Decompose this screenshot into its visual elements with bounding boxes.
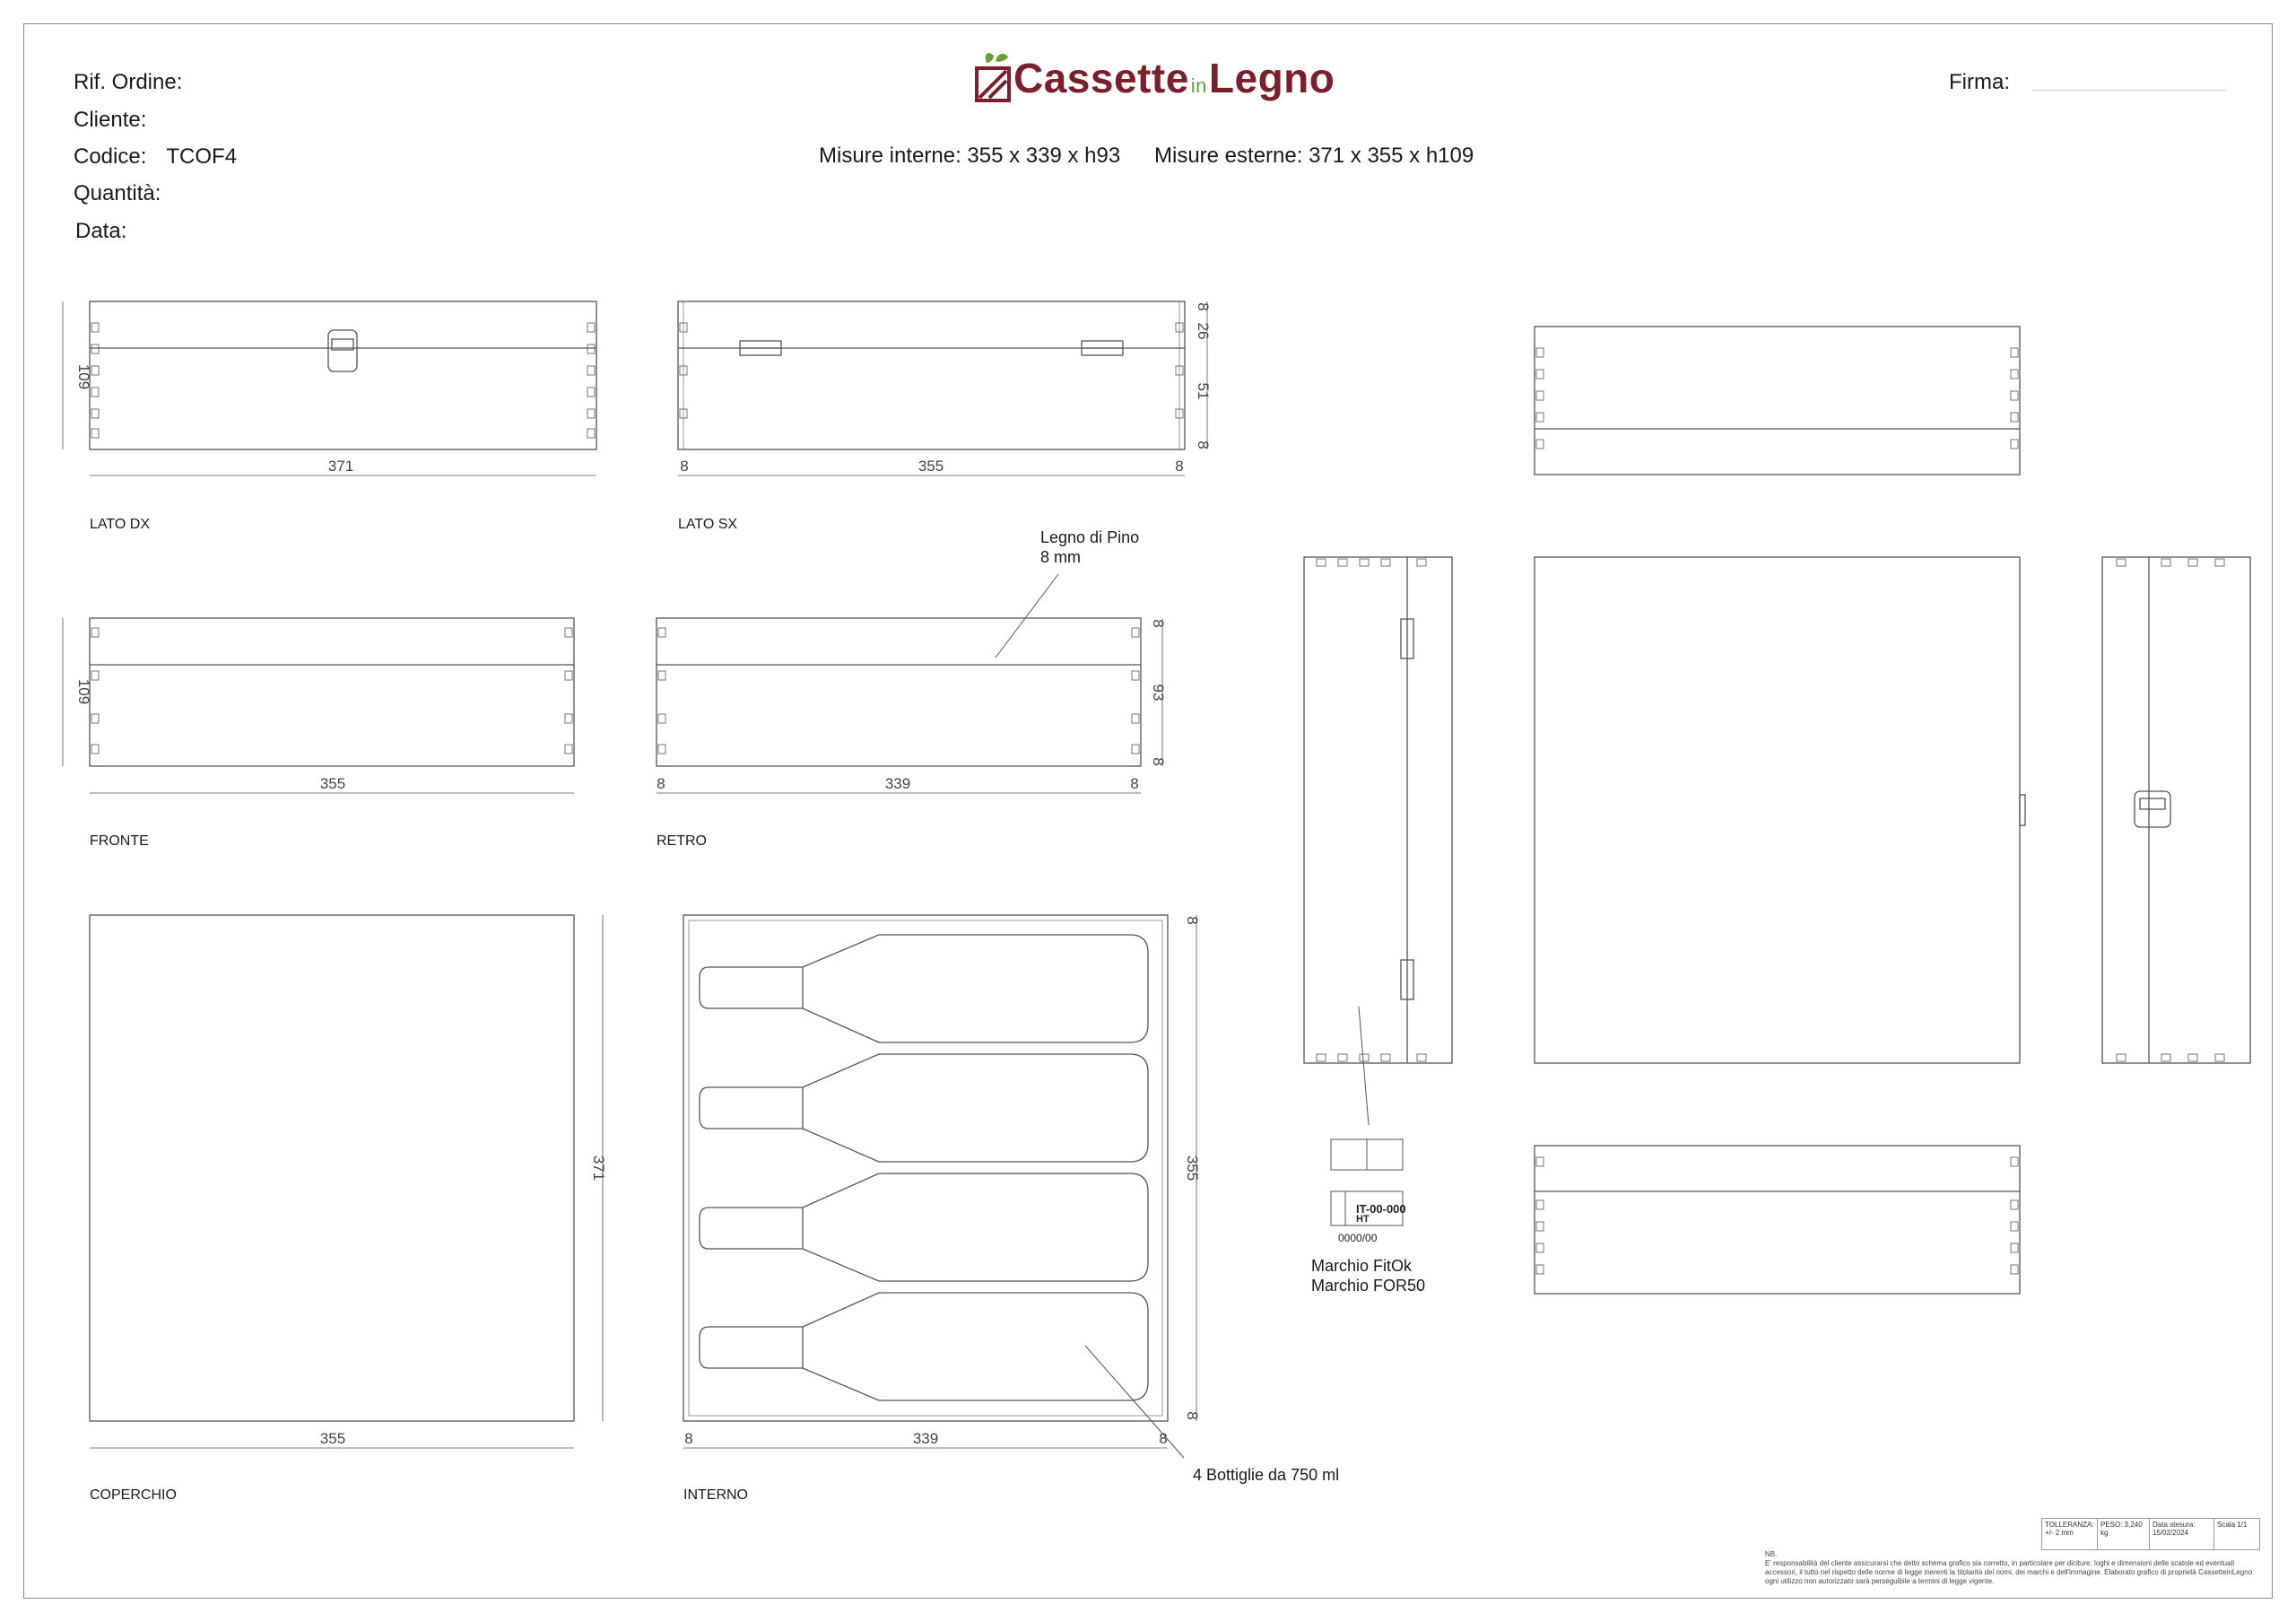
- retro-view: [657, 574, 1162, 793]
- lato-sx-h4: 8: [1195, 440, 1212, 449]
- bottiglie-annotation: 4 Bottiglie da 750 ml: [1193, 1466, 1340, 1484]
- lato-sx-w2: 355: [918, 458, 944, 475]
- retro-w1: 8: [657, 775, 665, 792]
- fronte-view: [63, 618, 574, 793]
- retro-h2: 93: [1150, 684, 1167, 702]
- rif-ordine-label: Rif. Ordine:: [74, 70, 183, 94]
- coperchio-width: 355: [319, 1430, 346, 1447]
- lato-sx-h1: 8: [1195, 302, 1212, 311]
- label-lato-dx: LATO DX: [90, 517, 150, 532]
- codice-value: TCOF4: [166, 144, 238, 169]
- label-interno: INTERNO: [683, 1487, 748, 1503]
- logo-part-cassette: Cassette: [1013, 55, 1189, 101]
- stamp-num: 0000/00: [1338, 1232, 1378, 1244]
- marchio-for50: Marchio FOR50: [1311, 1277, 1426, 1295]
- footer-nb-text: E' responsabilità del cliente assicurarsi che detto schema grafico sia corretto, in particolare per diciture, loghi e dimensioni delle scatole ed eventuali accessori, il tutto nel rispetto delle norme di legge inerenti la titolarità dei nomi, dei marchi e dell'immagine. Elaborato grafico di proprietà CassetteinLegno ogni utilizzo non autorizzato sarà perseguibile a termini di legge vigente.: [1765, 1559, 2253, 1585]
- legno-annotation: [1040, 528, 1139, 567]
- misure-esterne: Misure esterne: 371 x 355 x h109: [1154, 144, 1474, 168]
- assembled-top-view: [1535, 327, 2020, 475]
- interno-w1: 8: [684, 1430, 693, 1447]
- fronte-height: 109: [75, 678, 92, 705]
- legno-line2: 8 mm: [1040, 548, 1081, 566]
- interno-h1: 8: [1184, 916, 1201, 925]
- retro-h3: 8: [1150, 757, 1167, 766]
- footer-nb: [1765, 1550, 2267, 1586]
- assembled-bottom-view: [1535, 1146, 2020, 1294]
- interno-view: [683, 915, 1196, 1458]
- label-retro: RETRO: [657, 833, 707, 849]
- assembled-right-side-view: [2102, 557, 2250, 1063]
- retro-h1: 8: [1150, 619, 1167, 628]
- lato-dx-width: 371: [327, 458, 354, 475]
- interno-h3: 8: [1184, 1411, 1201, 1420]
- interno-h2: 355: [1184, 1155, 1201, 1182]
- stamp-code: IT-00-000: [1356, 1202, 1406, 1216]
- marchio-annotation: [1311, 1256, 1425, 1295]
- stamp-ht: HT: [1356, 1214, 1370, 1225]
- lato-sx-w1: 8: [680, 458, 689, 475]
- fronte-width: 355: [319, 775, 346, 792]
- retro-w2: 339: [884, 775, 911, 792]
- label-lato-sx: LATO SX: [678, 517, 738, 532]
- footer-tolleranza: TOLLERANZA: +/- 2 mm: [2042, 1519, 2098, 1549]
- footer-data-stesura: Data stesura: 15/02/2024: [2150, 1519, 2214, 1549]
- lato-sx-h3: 51: [1195, 382, 1212, 400]
- data-label: Data:: [75, 219, 127, 243]
- interno-w2: 339: [912, 1430, 939, 1447]
- firma-label: Firma:: [1949, 70, 2010, 94]
- coperchio-view: [90, 915, 603, 1448]
- assembled-center-view: [1535, 557, 2025, 1063]
- lato-sx-view: [678, 301, 1207, 475]
- legno-line1: Legno di Pino: [1040, 528, 1140, 546]
- bottle-shapes: [700, 935, 1148, 1400]
- cliente-label: Cliente:: [74, 108, 147, 132]
- label-coperchio: COPERCHIO: [90, 1487, 177, 1503]
- lato-sx-h2: 26: [1195, 322, 1212, 340]
- footer-nb-title: NB.: [1765, 1550, 1778, 1558]
- footer-peso: PESO: 3,240 kg: [2098, 1519, 2150, 1549]
- lato-dx-view: [63, 301, 596, 475]
- footer-scala: Scala 1/1: [2217, 1521, 2248, 1529]
- codice-label: Codice:: [74, 144, 147, 169]
- quantita-label: Quantità:: [74, 181, 161, 205]
- misure-interne: Misure interne: 355 x 339 x h93: [819, 144, 1121, 168]
- footer-info-table: [2041, 1518, 2260, 1550]
- logo-part-legno: Legno: [1208, 55, 1335, 101]
- retro-w3: 8: [1130, 775, 1139, 792]
- coperchio-height: 371: [590, 1155, 607, 1182]
- lato-sx-w3: 8: [1175, 458, 1184, 475]
- interno-w3: 8: [1159, 1430, 1168, 1447]
- label-fronte: FRONTE: [90, 833, 149, 849]
- marchio-fitok: Marchio FitOk: [1311, 1257, 1413, 1275]
- lato-dx-height: 109: [75, 363, 92, 390]
- logo-part-in: in: [1190, 74, 1207, 97]
- assembled-left-side-view: [1304, 557, 1452, 1125]
